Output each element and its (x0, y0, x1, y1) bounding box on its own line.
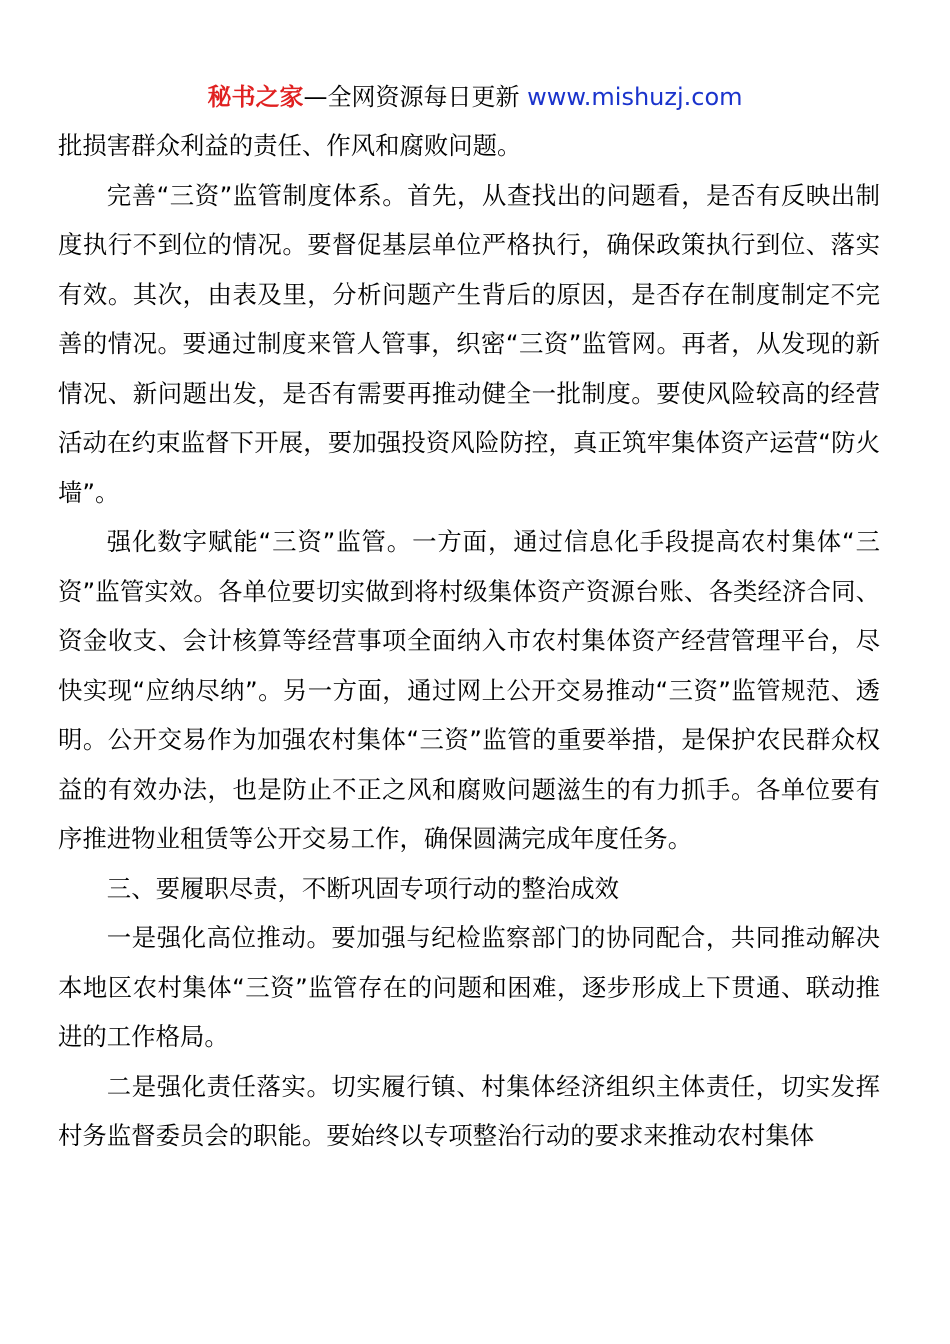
site-url-link[interactable]: www.mishuzj.com (527, 83, 743, 111)
paragraph-continuation: 批损害群众利益的责任、作风和腐败问题。 (58, 131, 522, 160)
site-header (0, 80, 950, 114)
section-heading: 三、要履职尽责，不断巩固专项行动的整治成效 (106, 873, 620, 903)
paragraph-system: 完善“三资”监管制度体系。首先，从查找出的问题看，是否有反映出制度执行不到位的情况。要督促基层单位严格执行，确保政策执行到位、落实有效。其次，由表及里，分析问题产生背后的原因，是否存在制度制定不完善的情况。要通过制度来管人管事，织密“三资”监管网。再者，从发现的新情况、新问题出发，是否有需要再推动健全一批制度。要使风险较高的经营活动在约束监督下开展，要加强投资风险防控，真正筑牢集体资产运营“防火墙”。 (58, 180, 880, 507)
paragraph-digital: 强化数字赋能“三资”监管。一方面，通过信息化手段提高农村集体“三资”监管实效。各单位要切实做到将村级集体资产资源台账、各类经济合同、资金收支、会计核算等经营事项全面纳入市农村集体资产经营管理平台，尽快实现“应纳尽纳”。另一方面，通过网上公开交易推动“三资”监管规范、透明。公开交易作为加强农村集体“三资”监管的重要举措，是保护农民群众权益的有效办法，也是防止不正之风和腐败问题滋生的有力抓手。各单位要有序推进物业租赁等公开交易工作，确保圆满完成年度任务。 (58, 527, 880, 853)
site-tagline: —全网资源每日更新 (303, 83, 520, 111)
paragraph-responsibility: 二是强化责任落实。切实履行镇、村集体经济组织主体责任，切实发挥村务监督委员会的职能。要始终以专项整治行动的要求来推动农村集体 (58, 1071, 880, 1150)
site-brand: 秘书之家 (207, 83, 304, 111)
paragraph-promotion: 一是强化高位推动。要加强与纪检监察部门的协同配合，共同推动解决本地区农村集体“三资”监管存在的问题和困难，逐步形成上下贯通、联动推进的工作格局。 (58, 923, 880, 1051)
document-body (58, 121, 880, 1161)
